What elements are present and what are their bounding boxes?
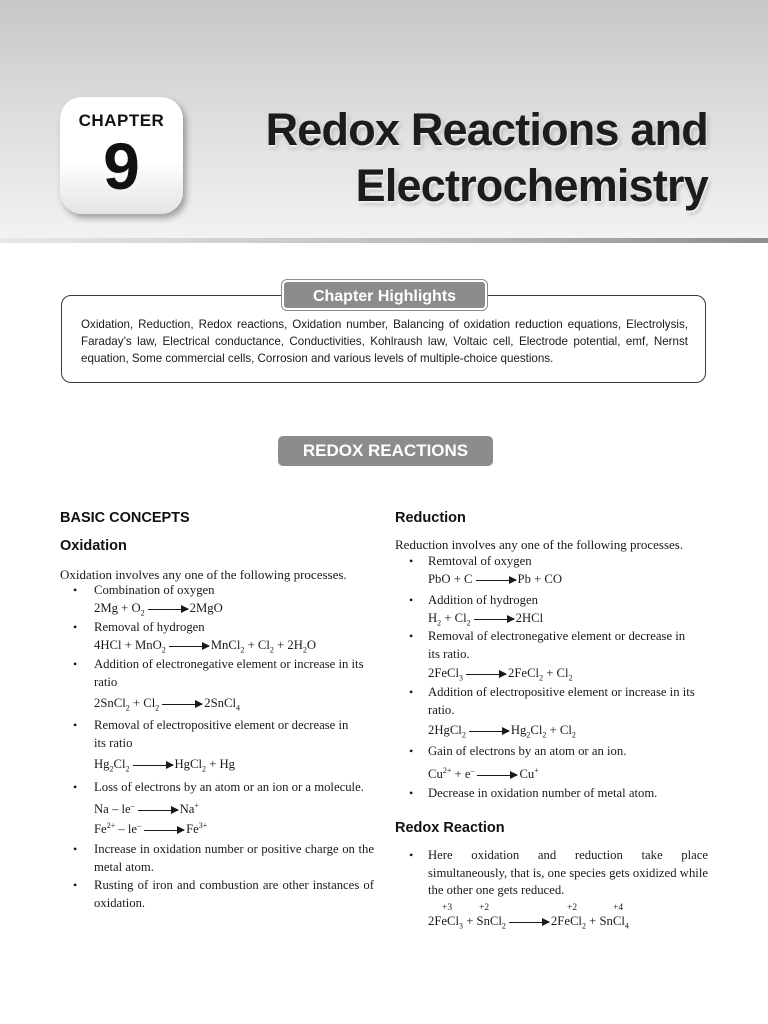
chapter-title [248,102,708,214]
redox-reaction-text: Here oxidation and reduction take place simultaneously, that is, one species gets oxidized while the other one gets reduced. [428,848,708,897]
bullet-icon: • [409,744,414,758]
reduction-item: Gain of electrons by an atom or an ion. [428,744,627,758]
reduction-item: Removal of electronegative element or decrease in its ratio. [428,629,686,661]
equation: 2HgCl$_2$ $Hg_2Cl_2 + Cl_2$ [428,723,576,740]
equation: 2FeCl$_3$ 2FeCl$_2$ + $Cl_2$ [428,666,573,683]
section-label: REDOX REACTIONS [278,436,493,466]
equation: Na – le– Na+ [94,801,199,817]
oxidation-item: Removal of electropositive element or decrease in its ratio [94,718,349,750]
equation: 2FeCl$_3$ + SnCl$_2$ 2FeCl$_2$ + SnCl$_4$ [428,914,629,931]
chapter-label: CHAPTER [78,111,165,130]
reduction-intro: Reduction involves any one of the following processes. [395,537,684,552]
equation: $Hg_2Cl_2$ HgCl$_2$ + Hg [94,757,236,774]
redox-reaction-heading: Redox Reaction [395,820,505,836]
arrow-icon [476,580,516,581]
chapter-number: 9 [103,129,140,203]
arrow-icon [474,619,514,620]
oxidation-state: +2 [567,903,578,913]
equation: $Fe^{2+} - le^-$ $Fe^{3+}$ [94,821,208,837]
reduction-item: Addition of hydrogen [428,593,538,607]
reduction-heading: Reduction [395,510,466,526]
oxidation-heading: Oxidation [60,538,127,554]
oxidation-item: Addition of electronegative element or increase in its ratio [94,657,364,689]
highlights-text: Oxidation, Reduction, Redox reactions, Oxidation number, Balancing of oxidation reduction equations, Electrolysis, Faraday’s law, Electrical conductance, Conductivities, Kohlraush law, Voltaic cell, Electrode potential, emf, Nernst equation, Some commercial cells, Corrosion and various levels of multiple-choice questions. [81,318,688,365]
oxidation-intro: Oxidation involves any one of the following processes. [60,567,347,582]
oxidation-item: Loss of electrons by an atom or an ion or a molecule. [94,780,364,794]
bullet-icon: • [73,657,78,671]
oxidation-item: Rusting of iron and combustion are other instances of oxidation. [94,878,374,910]
arrow-icon [162,704,202,705]
oxidation-item: Removal of hydrogen [94,620,205,634]
chapter-title-line1: Redox Reactions and [265,104,708,155]
bullet-icon: • [73,620,78,634]
header-divider [0,238,768,243]
arrow-icon [133,765,173,766]
bullet-icon: • [73,583,78,597]
equation: $Cu^{2+} + e^-$ Cu+ [428,766,539,782]
equation: 4HCl + MnO$_2$ MnCl$_2$ + $Cl_2 + 2H_2O$ [94,638,317,655]
reduction-item: Decrease in oxidation number of metal atom. [428,786,658,800]
equation: PbO + C Pb + CO [428,572,563,586]
oxidation-state: +2 [479,903,490,913]
equation: $2Mg + O_2$ 2MgO [94,601,223,618]
basic-concepts-heading: BASIC CONCEPTS [60,510,190,526]
reduction-item: Addition of electropositive element or increase in its ratio. [428,685,695,717]
bullet-icon: • [409,629,414,643]
bullet-icon: • [409,593,414,607]
reduction-item: Remtoval of oxygen [428,554,532,568]
bullet-icon: • [409,786,414,800]
arrow-icon [466,674,506,675]
bullet-icon: • [409,685,414,699]
highlights-label: Chapter Highlights [282,280,487,310]
bullet-icon: • [409,848,414,862]
equation: 2SnCl$_2$ + $Cl_2$ 2SnCl$_4$ [94,696,240,713]
bullet-icon: • [73,878,78,892]
arrow-icon [148,609,188,610]
arrow-icon [169,646,209,647]
arrow-icon [469,731,509,732]
chapter-badge [60,97,183,214]
arrow-icon [138,810,178,811]
bullet-icon: • [73,718,78,732]
arrow-icon [144,830,184,831]
chapter-title-line2: Electrochemistry [355,160,708,211]
bullet-icon: • [73,780,78,794]
equation: $H_2 + Cl_2$ 2HCl [428,611,544,628]
oxidation-item: Increase in oxidation number or positive charge on the metal atom. [94,842,374,874]
bullet-icon: • [73,842,78,856]
oxidation-item: Combination of oxygen [94,583,215,597]
arrow-icon [509,922,549,923]
arrow-icon [477,775,517,776]
oxidation-state: +3 [442,903,453,913]
bullet-icon: • [409,554,414,568]
oxidation-state: +4 [613,903,624,913]
